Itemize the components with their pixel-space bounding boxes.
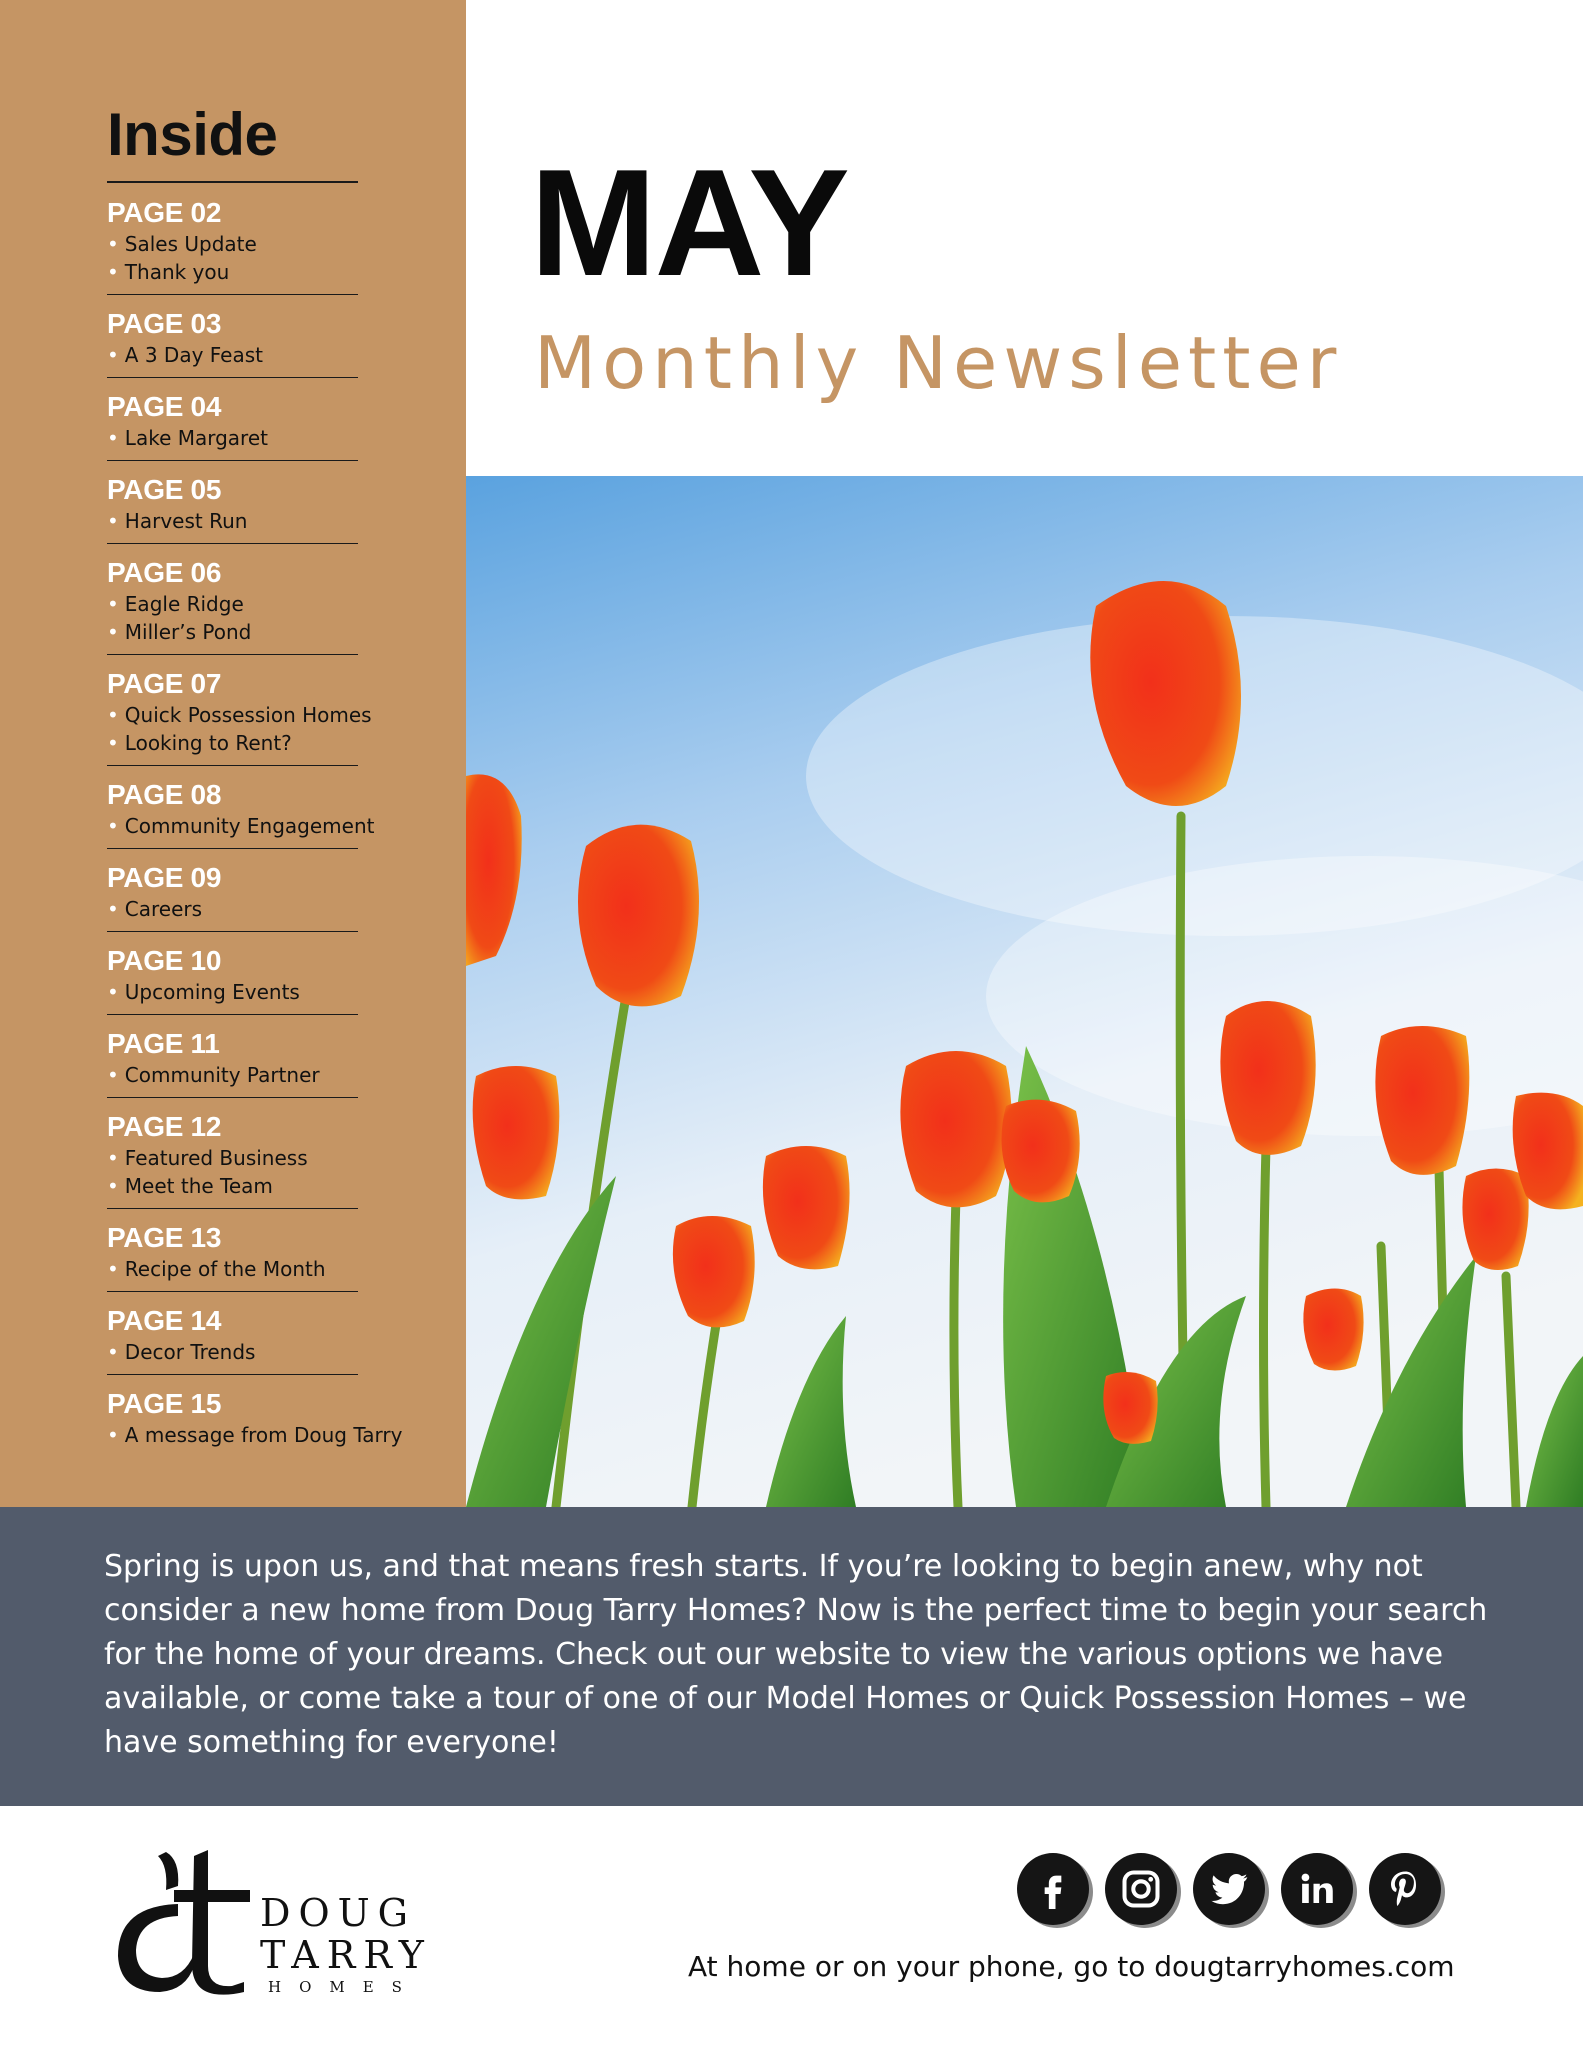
toc-list — [107, 196, 437, 1449]
toc-entry[interactable] — [107, 778, 437, 849]
twitter-icon[interactable] — [1193, 1853, 1265, 1925]
toc-item-label: Eagle Ridge — [124, 592, 244, 616]
toc-divider — [107, 460, 358, 461]
bullet-icon: • — [107, 1146, 119, 1170]
toc-divider — [107, 294, 358, 295]
toc-item-label: Sales Update — [124, 232, 257, 256]
toc-item — [107, 424, 437, 452]
toc-item — [107, 618, 437, 646]
bullet-icon: • — [107, 1340, 119, 1364]
toc-entry[interactable] — [107, 473, 437, 544]
toc-entry[interactable] — [107, 307, 437, 378]
bullet-icon: • — [107, 592, 119, 616]
toc-item-label: Quick Possession Homes — [124, 703, 372, 727]
tulips-photo — [466, 476, 1583, 1507]
toc-entry[interactable] — [107, 944, 437, 1015]
toc-page-number: PAGE 11 — [107, 1028, 220, 1059]
toc-divider — [107, 1014, 358, 1015]
toc-entry[interactable] — [107, 1304, 437, 1375]
bullet-icon: • — [107, 426, 119, 450]
toc-page-number: PAGE 12 — [107, 1111, 222, 1142]
toc-entry[interactable] — [107, 667, 437, 766]
toc-item-label: Lake Margaret — [124, 426, 268, 450]
toc-item-label: Harvest Run — [124, 509, 248, 533]
bullet-icon: • — [107, 1174, 119, 1198]
toc-item-label: Decor Trends — [124, 1340, 256, 1364]
bullet-icon: • — [107, 814, 119, 838]
bullet-icon: • — [107, 509, 119, 533]
table-of-contents-sidebar — [0, 0, 466, 1507]
toc-entry[interactable] — [107, 861, 437, 932]
toc-item-label: Thank you — [124, 260, 230, 284]
toc-entry[interactable] — [107, 1221, 437, 1292]
toc-page-number: PAGE 05 — [107, 474, 222, 505]
bullet-icon: • — [107, 1063, 119, 1087]
toc-item — [107, 895, 437, 923]
toc-entry[interactable] — [107, 1027, 437, 1098]
bullet-icon: • — [107, 260, 119, 284]
toc-item — [107, 1172, 437, 1200]
toc-page-number: PAGE 14 — [107, 1305, 222, 1336]
toc-item — [107, 507, 437, 535]
toc-item-label: Miller’s Pond — [124, 620, 252, 644]
instagram-icon[interactable] — [1105, 1853, 1177, 1925]
toc-divider — [107, 1374, 358, 1375]
toc-item-label: Community Engagement — [124, 814, 375, 838]
bullet-icon: • — [107, 1257, 119, 1281]
toc-page-number: PAGE 07 — [107, 668, 222, 699]
toc-entry[interactable] — [107, 1387, 437, 1449]
toc-page-number: PAGE 03 — [107, 308, 222, 339]
toc-page-number: PAGE 02 — [107, 197, 222, 228]
facebook-icon[interactable] — [1017, 1853, 1089, 1925]
toc-entry[interactable] — [107, 390, 437, 461]
toc-item-label: A message from Doug Tarry — [124, 1423, 403, 1447]
toc-divider — [107, 765, 358, 766]
toc-page-number: PAGE 13 — [107, 1222, 222, 1253]
toc-item — [107, 1421, 437, 1449]
bullet-icon: • — [107, 1423, 119, 1447]
toc-divider — [107, 1208, 358, 1209]
toc-item-label: Looking to Rent? — [124, 731, 292, 755]
toc-item — [107, 230, 437, 258]
toc-item-label: Community Partner — [124, 1063, 320, 1087]
toc-page-number: PAGE 09 — [107, 862, 222, 893]
toc-item-label: Meet the Team — [124, 1174, 273, 1198]
toc-page-number: PAGE 06 — [107, 557, 222, 588]
brand-line-tarry: TARRY — [260, 1933, 432, 1977]
brand-line-doug: DOUG — [260, 1891, 417, 1935]
toc-item — [107, 729, 437, 757]
toc-item-label: A 3 Day Feast — [124, 343, 263, 367]
toc-item — [107, 341, 437, 369]
brand-line-homes: HOMES — [268, 1978, 420, 1996]
bullet-icon: • — [107, 343, 119, 367]
toc-item — [107, 812, 437, 840]
toc-page-number: PAGE 15 — [107, 1388, 222, 1419]
footer-tagline: At home or on your phone, go to dougtarryhomes.com — [688, 1950, 1455, 1983]
toc-entry[interactable] — [107, 1110, 437, 1209]
bullet-icon: • — [107, 980, 119, 1004]
toc-divider — [107, 181, 358, 183]
social-links — [1017, 1853, 1441, 1925]
toc-item — [107, 590, 437, 618]
toc-item — [107, 1061, 437, 1089]
toc-divider — [107, 848, 358, 849]
bullet-icon: • — [107, 731, 119, 755]
toc-divider — [107, 377, 358, 378]
toc-divider — [107, 543, 358, 544]
toc-title: Inside — [107, 101, 278, 168]
linkedin-icon[interactable] — [1281, 1853, 1353, 1925]
toc-divider — [107, 1291, 358, 1292]
toc-divider — [107, 654, 358, 655]
intro-text: Spring is upon us, and that means fresh starts. If you’re looking to begin anew, why not consider a new home from Doug Tarry Homes? Now is the perfect time to begin your search for the home of your dreams. Check out our website to view the various options we have available, or come take a tour of one of our Model Homes or Quick Possession Homes – we have something for everyone! — [104, 1549, 1488, 1760]
toc-item — [107, 701, 437, 729]
doug-tarry-logo — [108, 1846, 432, 2006]
toc-divider — [107, 1097, 358, 1098]
toc-item-label: Featured Business — [124, 1146, 308, 1170]
toc-item — [107, 258, 437, 286]
toc-item-label: Careers — [124, 897, 203, 921]
toc-item — [107, 1144, 437, 1172]
month-title: MAY — [530, 138, 848, 308]
newsletter-subtitle: Monthly Newsletter — [534, 321, 1343, 405]
toc-entry[interactable] — [107, 556, 437, 655]
brand-wordmark — [260, 1892, 432, 1996]
toc-page-number: PAGE 04 — [107, 391, 222, 422]
pinterest-icon[interactable] — [1369, 1853, 1441, 1925]
toc-item-label: Upcoming Events — [124, 980, 300, 1004]
toc-entry[interactable] — [107, 196, 437, 295]
bullet-icon: • — [107, 232, 119, 256]
intro-band — [0, 1507, 1583, 1806]
toc-page-number: PAGE 10 — [107, 945, 222, 976]
bullet-icon: • — [107, 620, 119, 644]
bullet-icon: • — [107, 703, 119, 727]
toc-page-number: PAGE 08 — [107, 779, 222, 810]
bullet-icon: • — [107, 897, 119, 921]
toc-item — [107, 978, 437, 1006]
dt-monogram-icon — [108, 1846, 258, 1996]
toc-item-label: Recipe of the Month — [124, 1257, 326, 1281]
toc-divider — [107, 931, 358, 932]
toc-item — [107, 1338, 437, 1366]
toc-item — [107, 1255, 437, 1283]
